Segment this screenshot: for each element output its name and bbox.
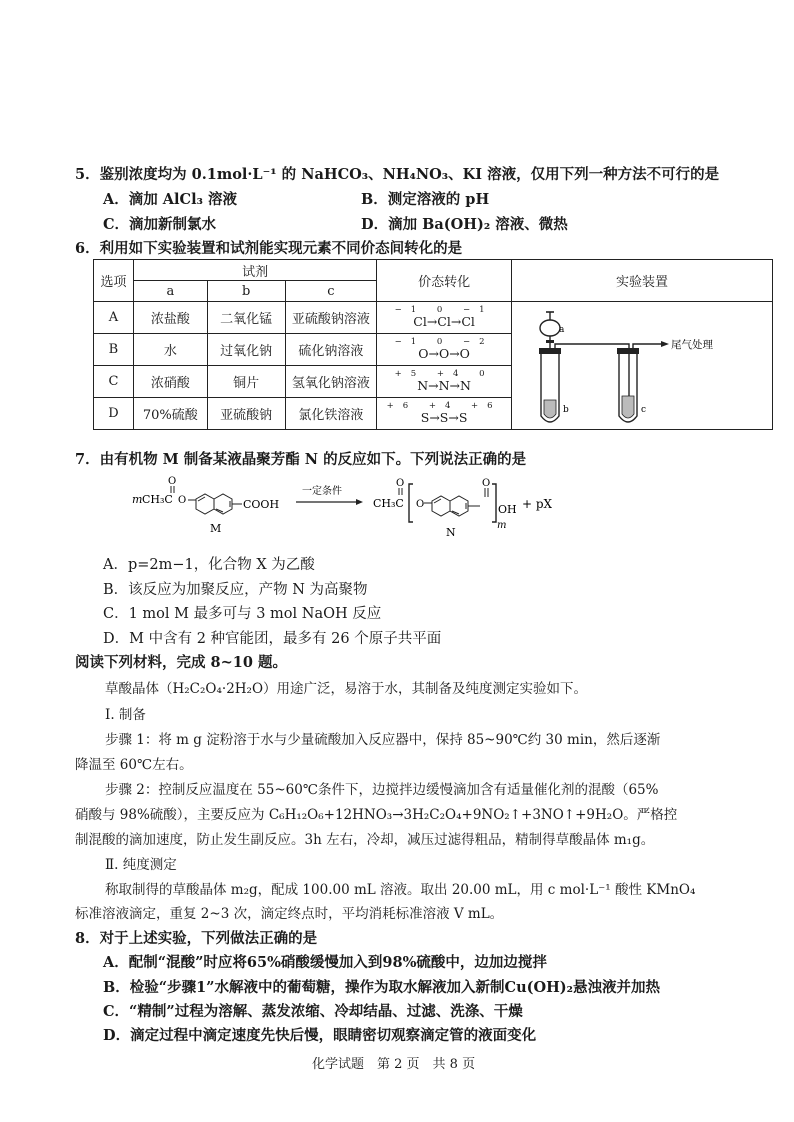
label-b: b <box>562 404 569 415</box>
element-chain: O→O→O <box>418 345 470 361</box>
q5-option-d: D．滴加 Ba(OH)₂ 溶液、微热 <box>361 216 568 233</box>
material-p1: 草酸晶体（H₂C₂O₄·2H₂O）用途广泛，易溶于水，其制备及纯度测定实验如下。 <box>105 681 588 697</box>
left-bracket <box>409 484 413 522</box>
row-reagent-b: 二氧化锰 <box>207 302 285 334</box>
row-valence <box>377 398 512 430</box>
step2-line3: 制混酸的滴加速度，防止发生副反应。3h 左右，冷却，减压过滤得粗品，精制得草酸晶体 m₁g。 <box>75 832 655 848</box>
row-valence <box>377 302 512 334</box>
page-footer: 化学试题 第 2 页 共 8 页 <box>312 1057 476 1072</box>
label-a: a <box>558 324 565 335</box>
q5-option-b: B．测定溶液的 pH <box>361 191 490 208</box>
row-reagent-c: 氯化铁溶液 <box>285 398 377 430</box>
row-option: C <box>94 366 134 398</box>
row-reagent-c: 氢氧化钠溶液 <box>285 366 377 398</box>
row-reagent-c: 硫化钠溶液 <box>285 334 377 366</box>
q5-option-c: C．滴加新制氯水 <box>103 216 217 233</box>
table-row <box>94 302 773 334</box>
element-chain: S→S→S <box>420 409 468 425</box>
svg-text:O: O <box>416 499 425 510</box>
delivery-tube <box>555 344 629 414</box>
q7-option-c: C．1 mol M 最多可与 3 mol NaOH 反应 <box>103 606 382 622</box>
step1-line1: 步骤 1：将 m g 淀粉溶于水与少量硫酸加入反应器中，保持 85~90℃约 30 min，然后逐渐 <box>105 732 661 748</box>
q7-option-b: B．该反应为加聚反应，产物 N 为高聚物 <box>103 582 368 598</box>
step2-line1: 步骤 2：控制反应温度在 55~60℃条件下，边搅拌边缓慢滴加含有适量催化剂的混酸（65% <box>105 782 659 798</box>
naphthalene-ring-m <box>196 494 232 514</box>
header-c: c <box>285 281 377 302</box>
row-valence <box>377 366 512 398</box>
row-reagent-a: 水 <box>133 334 207 366</box>
oh-group: OH <box>498 503 517 516</box>
purity-line1: 称取制得的草酸晶体 m₂g，配成 100.00 mL 溶液。取出 20.00 mL，用 c mol·L⁻¹ 酸性 KMnO₄ <box>105 882 696 898</box>
label-c: c <box>640 404 647 415</box>
section-purity: Ⅱ. 纯度测定 <box>105 857 177 873</box>
label-M: M <box>210 522 222 535</box>
q8-option-d: D．滴定过程中滴定速度先快后慢，眼睛密切观察滴定管的液面变化 <box>103 1027 537 1044</box>
oxidation-states: −1 0 −1 <box>394 304 494 315</box>
q7-stem: 7．由有机物 M 制备某液晶聚芳酯 N 的反应如下。下列说法正确的是 <box>75 451 527 468</box>
row-valence <box>377 334 512 366</box>
oxidation-states: −1 0 −2 <box>394 336 494 347</box>
q8-option-a: A．配制“混酸”时应将65%硝酸缓慢加入到98%硫酸中，边加边搅拌 <box>103 954 547 971</box>
step1-line2: 降温至 60℃左右。 <box>75 757 193 773</box>
q7-option-a: A．p=2m−1，化合物 X 为乙酸 <box>103 557 315 573</box>
apparatus-cell <box>511 302 772 430</box>
element-chain: Cl→Cl→Cl <box>413 313 475 329</box>
q8-stem: 8．对于上述实验，下列做法正确的是 <box>75 930 318 947</box>
row-option: B <box>94 334 134 366</box>
q8-option-b: B．检验“步骤1”水解液中的葡萄糖，操作为取水解液加入新制Cu(OH)₂悬浊液并加热 <box>103 979 661 996</box>
header-reagent: 试剂 <box>133 260 376 281</box>
oxidation-states: +5 +4 0 <box>394 368 494 379</box>
header-a: a <box>133 281 207 302</box>
cooh-group: COOH <box>243 498 280 511</box>
svg-text:O: O <box>168 476 177 487</box>
svg-text:O: O <box>396 478 405 489</box>
material-intro: 阅读下列材料，完成 8~10 题。 <box>75 654 288 671</box>
row-reagent-b: 铜片 <box>207 366 285 398</box>
row-reagent-b: 亚硫酸钠 <box>207 398 285 430</box>
purity-line2: 标准溶液滴定，重复 2~3 次，滴定终点时，平均消耗标准溶液 V mL。 <box>75 906 504 922</box>
row-option: D <box>94 398 134 430</box>
row-reagent-b: 过氧化钠 <box>207 334 285 366</box>
q5-stem: 5．鉴别浓度均为 0.1mol·L⁻¹ 的 NaHCO₃、NH₄NO₃、KI 溶液，仅用下列一种方法不可行的是 <box>75 166 720 183</box>
reaction-condition: 一定条件 <box>302 486 342 497</box>
section-preparation: Ⅰ. 制备 <box>105 707 146 723</box>
funnel-bulb <box>540 320 560 336</box>
row-option: A <box>94 302 134 334</box>
q7-reaction-scheme <box>130 470 590 550</box>
q6-table <box>93 259 773 430</box>
subscript-m: m <box>497 520 507 531</box>
ch3c-group: CH₃C <box>373 497 404 510</box>
row-reagent-a: 浓盐酸 <box>133 302 207 334</box>
naphthalene-ring-n <box>432 496 468 516</box>
q5-option-a: A．滴加 AlCl₃ 溶液 <box>103 191 238 208</box>
m-coefficient: m <box>132 493 143 506</box>
svg-text:O: O <box>178 495 187 506</box>
element-chain: N→N→N <box>417 377 471 393</box>
plus-pX: + pX <box>522 497 553 511</box>
label-tail-gas: 尾气处理 <box>670 338 713 351</box>
row-reagent-a: 70%硫酸 <box>133 398 207 430</box>
step2-line2: 硝酸与 98%硫酸），主要反应为 C₆H₁₂O₆+12HNO₃→3H₂C₂O₄+9NO₂↑+3NO↑+9H₂O。严格控 <box>75 807 678 823</box>
row-reagent-a: 浓硝酸 <box>133 366 207 398</box>
q8-option-c: C．“精制”过程为溶解、蒸发浓缩、冷却结晶、过滤、洗涤、干燥 <box>103 1003 523 1020</box>
header-option: 选项 <box>94 260 134 302</box>
oxidation-states: +6 +4 +6 <box>386 400 502 411</box>
header-b: b <box>207 281 285 302</box>
right-bracket <box>492 484 496 522</box>
row-reagent-c: 亚硫酸钠溶液 <box>285 302 377 334</box>
label-N: N <box>446 526 456 539</box>
acetyl-group: CH₃C <box>142 493 173 506</box>
header-apparatus: 实验装置 <box>511 260 772 302</box>
apparatus-diagram <box>513 304 771 428</box>
header-valence: 价态转化 <box>377 260 512 302</box>
svg-text:O: O <box>482 478 491 489</box>
q6-stem: 6．利用如下实验装置和试剂能实现元素不同价态间转化的是 <box>75 240 463 257</box>
q7-option-d: D．M 中含有 2 种官能团，最多有 26 个原子共平面 <box>103 631 442 647</box>
